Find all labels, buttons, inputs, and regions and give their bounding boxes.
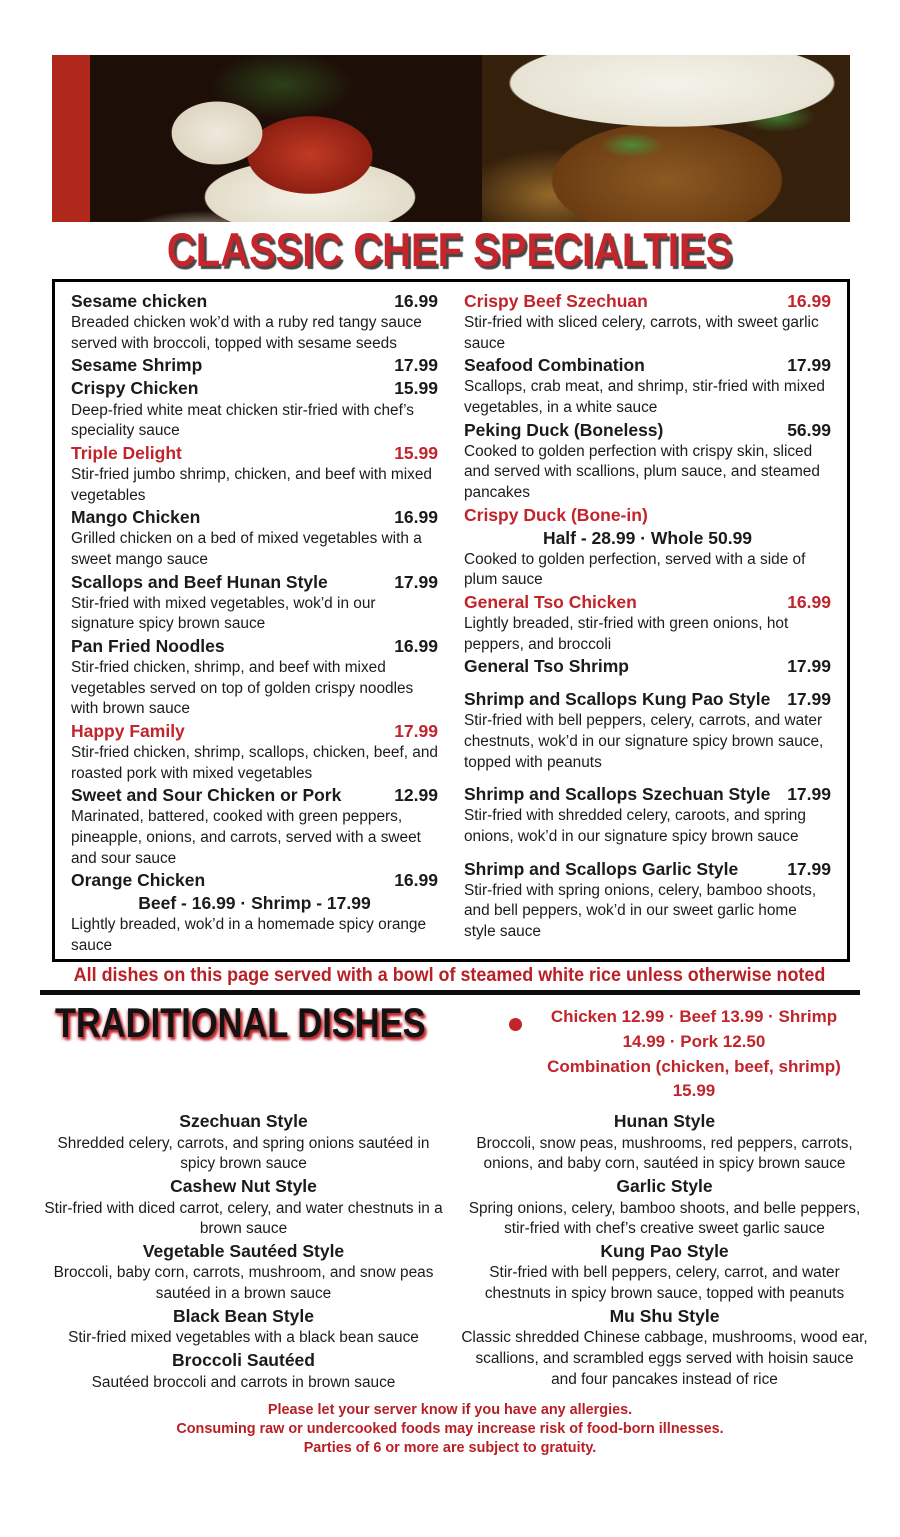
menu-item	[464, 591, 831, 655]
menu-item-price: 16.99	[394, 870, 438, 891]
menu-item-name: Mango Chicken	[71, 507, 201, 528]
menu-item-header	[464, 858, 831, 881]
menu-item-name: Triple Delight	[71, 442, 182, 463]
style-item	[40, 1175, 447, 1240]
menu-item-description: Marinated, battered, cooked with green peppers, pineapple, onions, and carrots, served with a sweet and sour sauce	[71, 808, 421, 867]
footer-line: Consuming raw or undercooked foods may increase risk of food-born illnesses.	[176, 1420, 724, 1437]
page-title	[0, 223, 900, 276]
style-item-description: Stir-fried with bell peppers, celery, carrot, and water chestnuts in spicy brown sauce, topped with peanuts	[484, 1264, 845, 1303]
menu-item-header	[71, 784, 438, 807]
footer-disclaimers	[0, 1401, 900, 1457]
menu-item	[71, 506, 438, 570]
menu-item-description: Scallops, crab meat, and shrimp, stir-fried with mixed vegetables, in a white sauce	[464, 378, 825, 417]
style-item-description: Sautéed broccoli and carrots in brown sauce	[91, 1373, 396, 1391]
menu-item-price: 17.99	[394, 355, 438, 376]
menu-item-header	[71, 442, 438, 465]
specialties-right-column	[464, 290, 831, 953]
style-item-description: Broccoli, snow peas, mushrooms, red peppers, carrots, onions, and baby corn, sautéed in spicy brown sauce	[476, 1134, 853, 1173]
menu-item-description: Lightly breaded, wok’d in a homemade spicy orange sauce	[71, 916, 427, 954]
traditional-title-text: TRADITIONAL DISHES	[55, 999, 426, 1047]
menu-item-price: 16.99	[394, 635, 438, 656]
menu-item-description: Stir-fried with bell peppers, celery, carrots, and water chestnuts, wok’d in our signature spicy brown sauce, topped with peanuts	[464, 712, 824, 771]
traditional-pricing-line1: Chicken 12.99 · Beef 13.99 · Shrimp 14.99 · Pork 12.50	[550, 1007, 838, 1052]
menu-item-header	[464, 419, 831, 442]
menu-item-header	[464, 290, 831, 313]
menu-item-header	[71, 506, 438, 529]
menu-item-description: Lightly breaded, stir-fried with green onions, hot peppers, and broccoli	[464, 614, 789, 653]
menu-item-name: General Tso Chicken	[464, 591, 637, 612]
menu-item-subline: Beef - 16.99 · Shrimp - 17.99	[138, 893, 371, 914]
menu-item-price: 56.99	[787, 419, 831, 440]
menu-item-name: Sesame Shrimp	[71, 355, 203, 376]
menu-item-name: Happy Family	[71, 720, 185, 741]
style-item-name: Kung Pao Style	[600, 1240, 729, 1261]
photo-banner	[52, 55, 850, 222]
style-item-name: Black Bean Style	[172, 1305, 315, 1326]
menu-item-price: 17.99	[787, 858, 831, 879]
traditional-pricing-line2: Combination (chicken, beef, shrimp) 15.99	[547, 1056, 841, 1101]
menu-item-name: Crispy Beef Szechuan	[464, 291, 648, 311]
style-item	[40, 1349, 447, 1393]
traditional-left-column	[40, 1110, 447, 1393]
style-item	[40, 1305, 447, 1349]
traditional-header	[55, 1001, 858, 1104]
menu-item-name: Shrimp and Scallops Kung Pao Style	[464, 689, 771, 710]
menu-item-header	[464, 354, 831, 377]
menu-item-name: Crispy Chicken	[71, 378, 199, 399]
menu-item-name: Sweet and Sour Chicken or Pork	[71, 785, 342, 806]
menu-item	[71, 354, 438, 377]
menu-item-name: Sesame chicken	[71, 291, 208, 311]
menu-item-name: Pan Fried Noodles	[71, 635, 225, 656]
style-item-description: Spring onions, celery, bamboo shoots, and belle peppers, stir-fried with chef’s creative sweet garlic sauce	[468, 1199, 861, 1238]
menu-item-price: 16.99	[394, 291, 438, 311]
menu-item-description: Stir-fried chicken, shrimp, scallops, chicken, beef, and roasted pork with mixed vegetables	[71, 744, 438, 782]
menu-item	[71, 784, 438, 869]
style-item-description: Broccoli, baby corn, carrots, mushroom, and snow peas sautéed in a brown sauce	[53, 1264, 434, 1303]
menu-item	[464, 290, 831, 354]
menu-item-price: 16.99	[787, 591, 831, 612]
menu-item	[71, 635, 438, 720]
traditional-pricing	[530, 1005, 858, 1104]
menu-item-description: Cooked to golden perfection with crispy skin, sliced and served with scallions, plum sauce, and steamed pancakes	[464, 442, 820, 502]
menu-item-price: 17.99	[394, 720, 438, 741]
style-item	[40, 1240, 447, 1305]
menu-item-name: Shrimp and Scallops Szechuan Style	[464, 784, 771, 805]
menu-item-description: Breaded chicken wok’d with a ruby red tangy sauce served with broccoli, topped with sesame seeds	[71, 314, 422, 352]
menu-item-header	[71, 290, 438, 313]
menu-item-price: 17.99	[787, 355, 831, 376]
menu-item-header	[464, 688, 831, 711]
style-item-description: Stir-fried with diced carrot, celery, and water chestnuts in a brown sauce	[44, 1199, 443, 1238]
menu-item-header	[71, 869, 438, 892]
menu-item	[464, 504, 831, 591]
menu-item-description: Stir-fried chicken, shrimp, and beef with mixed vegetables served on top of golden crispy noodles with brown sauce	[71, 659, 414, 718]
menu-item-description: Deep-fried white meat chicken stir-fried with chef’s speciality sauce	[71, 401, 414, 440]
traditional-title	[55, 1001, 507, 1045]
menu-item-name: Crispy Duck (Bone-in)	[464, 504, 648, 525]
menu-item	[464, 655, 831, 678]
menu-item-description: Stir-fried jumbo shrimp, chicken, and beef with mixed vegetables	[71, 465, 432, 504]
style-item	[40, 1110, 447, 1175]
style-item	[461, 1175, 868, 1240]
menu-item-price: 17.99	[394, 571, 438, 592]
menu-item-header	[464, 504, 831, 527]
menu-item-header	[71, 571, 438, 594]
style-item-description: Shredded celery, carrots, and spring onions sautéed in spicy brown sauce	[57, 1134, 430, 1173]
menu-item	[71, 290, 438, 354]
menu-item-description: Stir-fried with spring onions, celery, bamboo shoots, and bell peppers, wok’d in our sweet garlic home style sauce	[464, 881, 817, 941]
menu-item	[464, 783, 831, 847]
menu-item-price: 17.99	[787, 656, 831, 677]
menu-item-header	[464, 783, 831, 806]
style-item-description: Classic shredded Chinese cabbage, mushrooms, wood ear, scallions, and scrambled eggs served with hoisin sauce and four pancakes instead of rice	[461, 1329, 868, 1388]
menu-item	[71, 720, 438, 784]
style-item-name: Szechuan Style	[179, 1111, 308, 1131]
menu-item	[464, 354, 831, 418]
menu-item	[71, 377, 438, 441]
style-item-name: Broccoli Sautéed	[172, 1349, 315, 1370]
menu-item-description: Stir-fried with shredded celery, caroots, and spring onions, wok’d in our signature spicy brown sauce	[464, 807, 806, 846]
menu-item-name: Peking Duck (Boneless)	[464, 419, 664, 440]
menu-item-price: 12.99	[394, 785, 438, 806]
style-item-name: Vegetable Sautéed Style	[142, 1240, 345, 1261]
menu-item	[71, 869, 438, 956]
menu-item-price: 17.99	[787, 784, 831, 805]
menu-item-description: Cooked to golden perfection, served with a side of plum sauce	[464, 550, 806, 589]
footer-line: Please let your server know if you have any allergies.	[267, 1401, 633, 1419]
rice-note	[0, 965, 900, 986]
specialties-box	[52, 279, 850, 962]
page-title-text: CLASSIC CHEF SPECIALTIES	[167, 223, 733, 276]
menu-item-description: Stir-fried with sliced celery, carrots, with sweet garlic sauce	[464, 314, 819, 352]
menu-item-name: General Tso Shrimp	[464, 656, 629, 677]
menu-item-header	[71, 720, 438, 743]
style-item-name: Garlic Style	[616, 1175, 713, 1196]
menu-item-description: Stir-fried with mixed vegetables, wok’d in our signature spicy brown sauce	[71, 594, 376, 633]
food-photo-chicken-rice-sriracha	[52, 55, 482, 222]
menu-item-header	[464, 655, 831, 678]
menu-item-price: 16.99	[394, 507, 438, 528]
menu-item-header	[71, 635, 438, 658]
menu-item-header	[71, 377, 438, 400]
menu-item-header	[71, 354, 438, 377]
menu-item-price: 15.99	[394, 442, 438, 463]
style-item	[461, 1240, 868, 1305]
style-item-name: Cashew Nut Style	[170, 1175, 317, 1196]
menu-item	[464, 419, 831, 504]
footer-line: Parties of 6 or more are subject to gratuity.	[303, 1438, 597, 1456]
menu-item-header	[464, 591, 831, 614]
menu-item-price: 17.99	[787, 689, 831, 710]
menu-item	[71, 442, 438, 506]
menu-item-name: Scallops and Beef Hunan Style	[71, 571, 328, 592]
menu-item-description: Grilled chicken on a bed of mixed vegetables with a sweet mango sauce	[71, 530, 422, 568]
traditional-right-column	[461, 1110, 868, 1393]
rice-note-text: All dishes on this page served with a bowl of steamed white rice unless otherwise noted	[74, 964, 826, 986]
traditional-columns	[40, 1110, 868, 1393]
menu-item-name: Orange Chicken	[71, 870, 206, 891]
menu-item-price: 15.99	[394, 378, 438, 399]
style-item-name: Hunan Style	[613, 1111, 716, 1131]
section-divider-rule	[40, 990, 860, 995]
menu-item	[464, 858, 831, 943]
menu-item	[71, 571, 438, 635]
style-item-name: Mu Shu Style	[609, 1305, 720, 1326]
menu-item-name: Seafood Combination	[464, 355, 645, 376]
menu-item-price: 16.99	[787, 291, 831, 311]
style-item	[461, 1110, 868, 1175]
bullet-dot-icon	[509, 1018, 522, 1031]
specialties-left-column	[71, 290, 438, 953]
style-item-description: Stir-fried mixed vegetables with a black bean sauce	[68, 1329, 419, 1347]
food-photo-glazed-beef-rice	[482, 55, 850, 222]
menu-item-subline: Half - 28.99 · Whole 50.99	[542, 527, 753, 548]
menu-item-name: Shrimp and Scallops Garlic Style	[464, 858, 739, 879]
menu-item	[464, 688, 831, 773]
style-item	[461, 1305, 868, 1391]
